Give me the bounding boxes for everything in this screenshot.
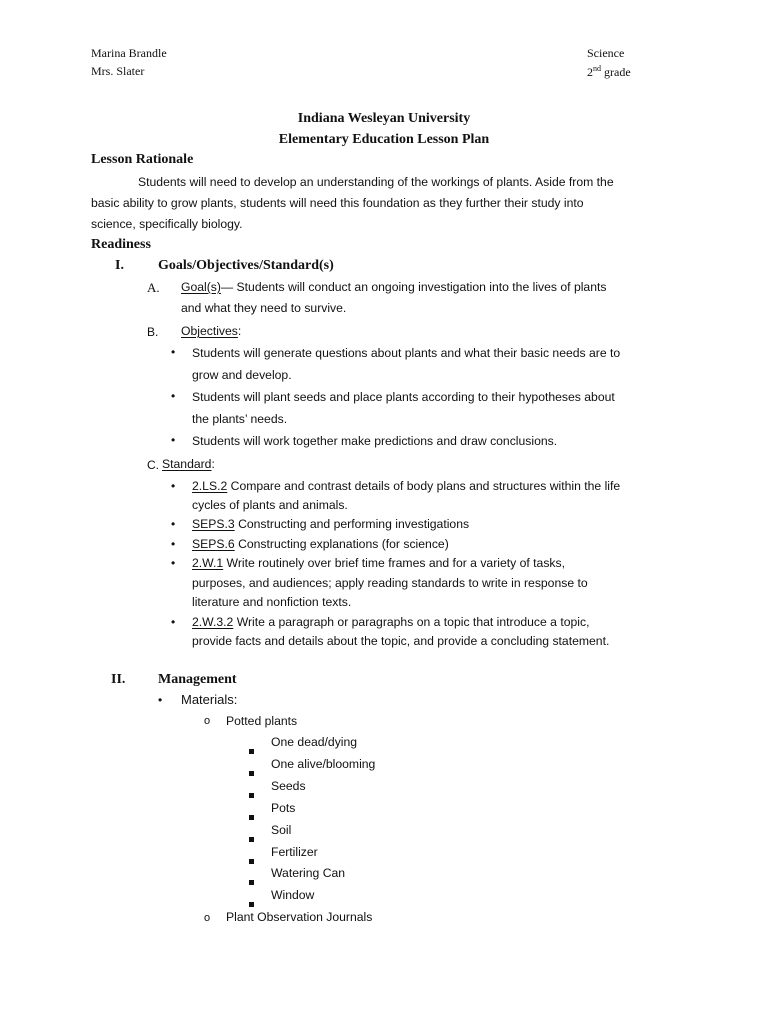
observation-journals-label: Plant Observation Journals bbox=[226, 910, 373, 924]
square-bullet-icon bbox=[249, 763, 254, 781]
bullet-icon: • bbox=[158, 693, 163, 707]
material-item: Seeds bbox=[271, 779, 306, 793]
rationale-heading: Lesson Rationale bbox=[91, 152, 194, 167]
objective-2-line-2: the plants’ needs. bbox=[192, 412, 288, 426]
standard-label: Standard: bbox=[162, 457, 215, 471]
material-item: One dead/dying bbox=[271, 735, 358, 749]
student-name: Marina Brandle bbox=[91, 46, 167, 60]
grade-level: 2nd grade bbox=[587, 64, 631, 79]
objective-3-line-1: Students will work together make predictions and draw conclusions. bbox=[192, 434, 558, 448]
standard-4-line-3: literature and nonfiction texts. bbox=[192, 595, 352, 609]
material-item: Soil bbox=[271, 823, 292, 837]
material-item: Pots bbox=[271, 801, 296, 815]
materials-label: Materials: bbox=[181, 692, 238, 707]
material-item: One alive/blooming bbox=[271, 757, 376, 771]
bullet-icon: • bbox=[171, 556, 176, 570]
square-bullet-icon bbox=[249, 872, 254, 890]
rationale-line-3: science, specifically biology. bbox=[91, 217, 243, 231]
objective-1-line-1: Students will generate questions about plants and what their basic needs are to bbox=[192, 346, 621, 360]
square-bullet-icon bbox=[249, 807, 254, 825]
objectives-letter: B. bbox=[147, 325, 159, 339]
material-item: Fertilizer bbox=[271, 845, 318, 859]
standard-2-line-1: SEPS.3 Constructing and performing investigations bbox=[192, 517, 470, 531]
objective-2-line-1: Students will plant seeds and place plants according to their hypotheses about bbox=[192, 390, 615, 404]
goal-line-2: and what they need to survive. bbox=[181, 301, 347, 315]
potted-plants-label: Potted plants bbox=[226, 714, 298, 728]
material-item: Watering Can bbox=[271, 866, 346, 880]
rationale-line-2: basic ability to grow plants, students will need this foundation as they further their study into bbox=[91, 196, 584, 210]
section-1-title: Goals/Objectives/Standard(s) bbox=[158, 258, 334, 273]
standard-1-line-2: cycles of plants and animals. bbox=[192, 498, 348, 512]
bullet-icon: • bbox=[171, 345, 176, 359]
readiness-heading: Readiness bbox=[91, 237, 151, 252]
standard-4-line-1: 2.W.1 Write routinely over brief time frames and for a variety of tasks, bbox=[192, 556, 565, 570]
goal-letter: A. bbox=[147, 280, 160, 295]
square-bullet-icon bbox=[249, 851, 254, 869]
bullet-icon: • bbox=[171, 479, 176, 493]
section-2-numeral: II. bbox=[111, 672, 126, 687]
circle-bullet-icon: o bbox=[204, 715, 211, 727]
objectives-label: Objectives: bbox=[181, 324, 242, 338]
lesson-plan-title: Elementary Education Lesson Plan bbox=[278, 132, 490, 147]
material-item: Window bbox=[271, 888, 315, 902]
bullet-icon: • bbox=[171, 389, 176, 403]
bullet-icon: • bbox=[171, 537, 176, 551]
bullet-icon: • bbox=[171, 517, 176, 531]
standard-1-line-1: 2.LS.2 Compare and contrast details of body plans and structures within the life bbox=[192, 479, 621, 493]
square-bullet-icon bbox=[249, 829, 254, 847]
section-1-numeral: I. bbox=[115, 258, 124, 273]
rationale-line-1: Students will need to develop an understanding of the workings of plants. Aside from the bbox=[138, 175, 614, 189]
objective-1-line-2: grow and develop. bbox=[192, 368, 292, 382]
teacher-name: Mrs. Slater bbox=[91, 64, 145, 78]
standard-4-line-2: purposes, and audiences; apply reading standards to write in response to bbox=[192, 576, 588, 590]
square-bullet-icon bbox=[249, 785, 254, 803]
bullet-icon: • bbox=[171, 433, 176, 447]
bullet-icon: • bbox=[171, 615, 176, 629]
standard-5-line-2: provide facts and details about the topic, and provide a concluding statement. bbox=[192, 634, 610, 648]
subject: Science bbox=[587, 46, 625, 60]
standard-letter: C. bbox=[147, 458, 159, 472]
section-2-title: Management bbox=[158, 672, 237, 687]
circle-bullet-icon: o bbox=[204, 912, 211, 924]
standard-5-line-1: 2.W.3.2 Write a paragraph or paragraphs on a topic that introduce a topic, bbox=[192, 615, 590, 629]
goal-line-1: Goal(s)— Students will conduct an ongoing investigation into the lives of plants bbox=[181, 280, 607, 294]
square-bullet-icon bbox=[249, 741, 254, 759]
university-title: Indiana Wesleyan University bbox=[297, 111, 471, 126]
standard-3-line-1: SEPS.6 Constructing explanations (for science) bbox=[192, 537, 449, 551]
